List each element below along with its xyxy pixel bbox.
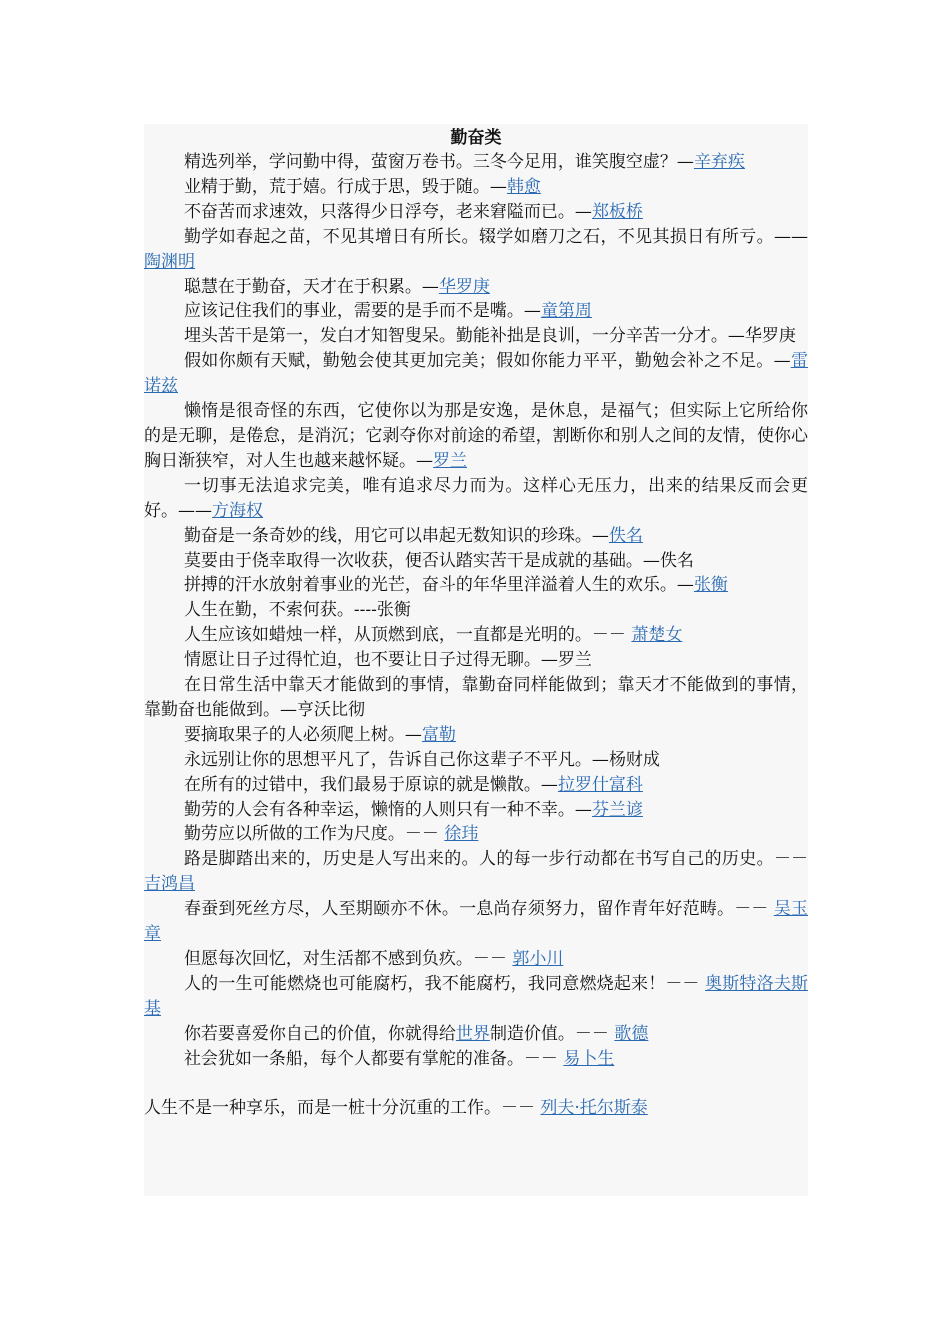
quote-list — [144, 150, 808, 1022]
author-link[interactable]: 吴玉章 — [144, 899, 809, 945]
quote-text: 不奋苦而求速效，只落得少日浮夸，老来窘隘而已。— — [183, 201, 592, 222]
quote-paragraph — [144, 399, 808, 474]
author-link[interactable]: 华罗庚 — [438, 276, 490, 297]
quote-text: 人生在勤，不索何获。---- — [183, 600, 377, 621]
quote-text: 懒惰是很奇怪的东西，它使你以为那是安逸，是休息，是福气；但实际上它所给你的是无聊，是倦怠，是消沉；它剥夺你对前途的希望，割断你和别人之间的友情，使你心胸日渐狭窄，对人生也越来越怀疑。— — [144, 401, 808, 471]
quote-paragraph — [144, 773, 808, 798]
quote-text: 聪慧在于勤奋，天才在于积累。— — [183, 276, 439, 297]
blank-line — [144, 1072, 808, 1097]
quote-paragraph — [144, 349, 808, 399]
author-link[interactable]: 吉鸿昌 — [144, 874, 195, 895]
quote-paragraph — [144, 200, 808, 225]
author-link[interactable]: 陶渊明 — [144, 251, 195, 272]
author-name: 杨财成 — [608, 749, 660, 770]
author-name: 张衡 — [376, 600, 411, 621]
quote-paragraph — [144, 1096, 808, 1121]
quote-paragraph — [144, 150, 808, 175]
quote-text: 应该记住我们的事业，需要的是手而不是嘴。— — [183, 301, 541, 322]
author-link[interactable]: 拉罗什富科 — [557, 774, 643, 795]
quote-paragraph — [144, 947, 808, 972]
author-link[interactable]: 童第周 — [540, 301, 592, 322]
quote-text: 制造价值。－－ — [489, 1023, 615, 1044]
quote-text: 但愿每次回忆，对生活都不感到负疚。－－ — [183, 949, 513, 969]
quote-paragraph — [144, 623, 808, 648]
quote-text: 精选列举，学问勤中得，萤窗万卷书。三冬今足用，谁笑腹空虚？— — [183, 152, 694, 172]
quote-paragraph — [144, 225, 808, 275]
author-name: 亨沃比彻 — [297, 699, 365, 720]
world-link[interactable]: 世界 — [455, 1023, 490, 1044]
author-link[interactable]: 辛弃疾 — [693, 152, 745, 172]
author-link[interactable]: 张衡 — [693, 575, 728, 596]
author-link[interactable]: 歌德 — [614, 1023, 649, 1044]
author-link[interactable]: 易卜生 — [563, 1048, 615, 1069]
author-link[interactable]: 列夫·托尔斯泰 — [540, 1098, 648, 1119]
quote-text: 业精于勤，荒于嬉。行成于思，毁于随。— — [183, 176, 507, 197]
quote-text: 假如你颇有天赋，勤勉会使其更加完美；假如你能力平平，勤勉会补之不足。— — [183, 351, 791, 372]
quote-paragraph — [144, 474, 808, 524]
quote-text: 一切事无法追求完美，唯有追求尽力而为。这样心无压力，出来的结果反而会更好。—— — [144, 475, 808, 521]
quote-text: 在所有的过错中，我们最易于原谅的就是懒散。— — [183, 774, 558, 795]
quote-text: 人的一生可能燃烧也可能腐朽，我不能腐朽，我同意燃烧起来！－－ — [183, 973, 706, 994]
quote-text: 拼搏的汗水放射着事业的光芒，奋斗的年华里洋溢着人生的欢乐。— — [183, 575, 694, 596]
quote-text: 情愿让日子过得忙迫，也不要让日子过得无聊。— — [183, 650, 558, 671]
author-link[interactable]: 徐玮 — [444, 824, 479, 845]
page-title: 勤奋类 — [450, 128, 502, 148]
quote-paragraph — [144, 648, 808, 673]
quote-paragraph — [144, 798, 808, 823]
author-name: 佚名 — [659, 550, 694, 571]
quote-paragraph — [144, 822, 808, 847]
quote-paragraph — [144, 549, 808, 574]
author-name: 华罗庚 — [744, 326, 796, 347]
quote-text: 勤劳的人会有各种幸运，懒惰的人则只有一种不幸。— — [183, 799, 592, 820]
author-link[interactable]: 奥斯特洛夫斯基 — [144, 973, 809, 1019]
author-link[interactable]: 罗兰 — [433, 450, 467, 471]
quote-text: 路是脚踏出来的，历史是人写出来的。人的每一步行动都在书写自己的历史。－－ — [183, 849, 808, 870]
quote-paragraph — [144, 299, 808, 324]
quote-paragraph — [144, 847, 808, 897]
quote-paragraph — [144, 598, 808, 623]
author-link[interactable]: 雷诺兹 — [144, 351, 809, 397]
quote-text: 勤学如春起之苗，不见其增日有所长。辍学如磨刀之石，不见其损日有所亏。—— — [183, 226, 808, 247]
quote-paragraph — [144, 324, 808, 349]
quotes-body — [144, 150, 808, 1121]
quote-paragraph — [144, 748, 808, 773]
quote-text: 春蚕到死丝方尽，人至期颐亦不休。一息尚存须努力，留作青年好范畴。－－ — [183, 899, 774, 920]
quote-text: 埋头苦干是第一，发白才知智叟呆。勤能补拙是良训，一分辛苦一分才。— — [183, 326, 745, 347]
author-link[interactable]: 佚名 — [608, 525, 643, 546]
quote-text: 人生应该如蜡烛一样，从顶燃到底，一直都是光明的。－－ — [183, 625, 632, 646]
author-link[interactable]: 芬兰谚 — [591, 799, 643, 820]
author-link[interactable]: 方海权 — [212, 500, 263, 521]
quote-paragraph — [144, 275, 808, 300]
quote-text: 在日常生活中靠天才能做到的事情，靠勤奋同样能做到；靠天才不能做到的事情，靠勤奋也能做到。— — [144, 675, 808, 720]
quote-text: 你若要喜爱你自己的价值，你就得给 — [183, 1023, 456, 1044]
quote-paragraph — [144, 1022, 808, 1047]
author-link[interactable]: 韩愈 — [506, 176, 541, 197]
quote-text: 勤奋是一条奇妙的线，用它可以串起无数知识的珍珠。— — [183, 525, 609, 546]
quote-paragraph — [144, 1047, 808, 1072]
author-link[interactable]: 郭小川 — [512, 949, 564, 969]
quote-text: 永远别让你的思想平凡了，告诉自己你这辈子不平凡。— — [183, 749, 609, 770]
author-name: 罗兰 — [557, 650, 592, 671]
quote-paragraph — [144, 673, 808, 723]
author-link[interactable]: 郑板桥 — [591, 201, 643, 222]
author-link[interactable]: 萧楚女 — [631, 625, 683, 646]
quote-paragraph — [144, 897, 808, 947]
author-link[interactable]: 富勒 — [421, 724, 456, 745]
quote-text: 勤劳应以所做的工作为尺度。－－ — [183, 824, 445, 845]
quote-text: 人生不是一种享乐，而是一桩十分沉重的工作。－－ — [144, 1098, 541, 1119]
quote-paragraph — [144, 175, 808, 200]
quote-paragraph — [144, 723, 808, 748]
quote-text: 莫要由于侥幸取得一次收获，便否认踏实苦干是成就的基础。— — [183, 550, 660, 571]
quote-paragraph — [144, 573, 808, 598]
quote-paragraph — [144, 972, 808, 1022]
quote-text: 要摘取果子的人必须爬上树。— — [183, 724, 422, 745]
quote-text: 社会犹如一条船，每个人都要有掌舵的准备。－－ — [183, 1048, 564, 1069]
quote-paragraph — [144, 524, 808, 549]
